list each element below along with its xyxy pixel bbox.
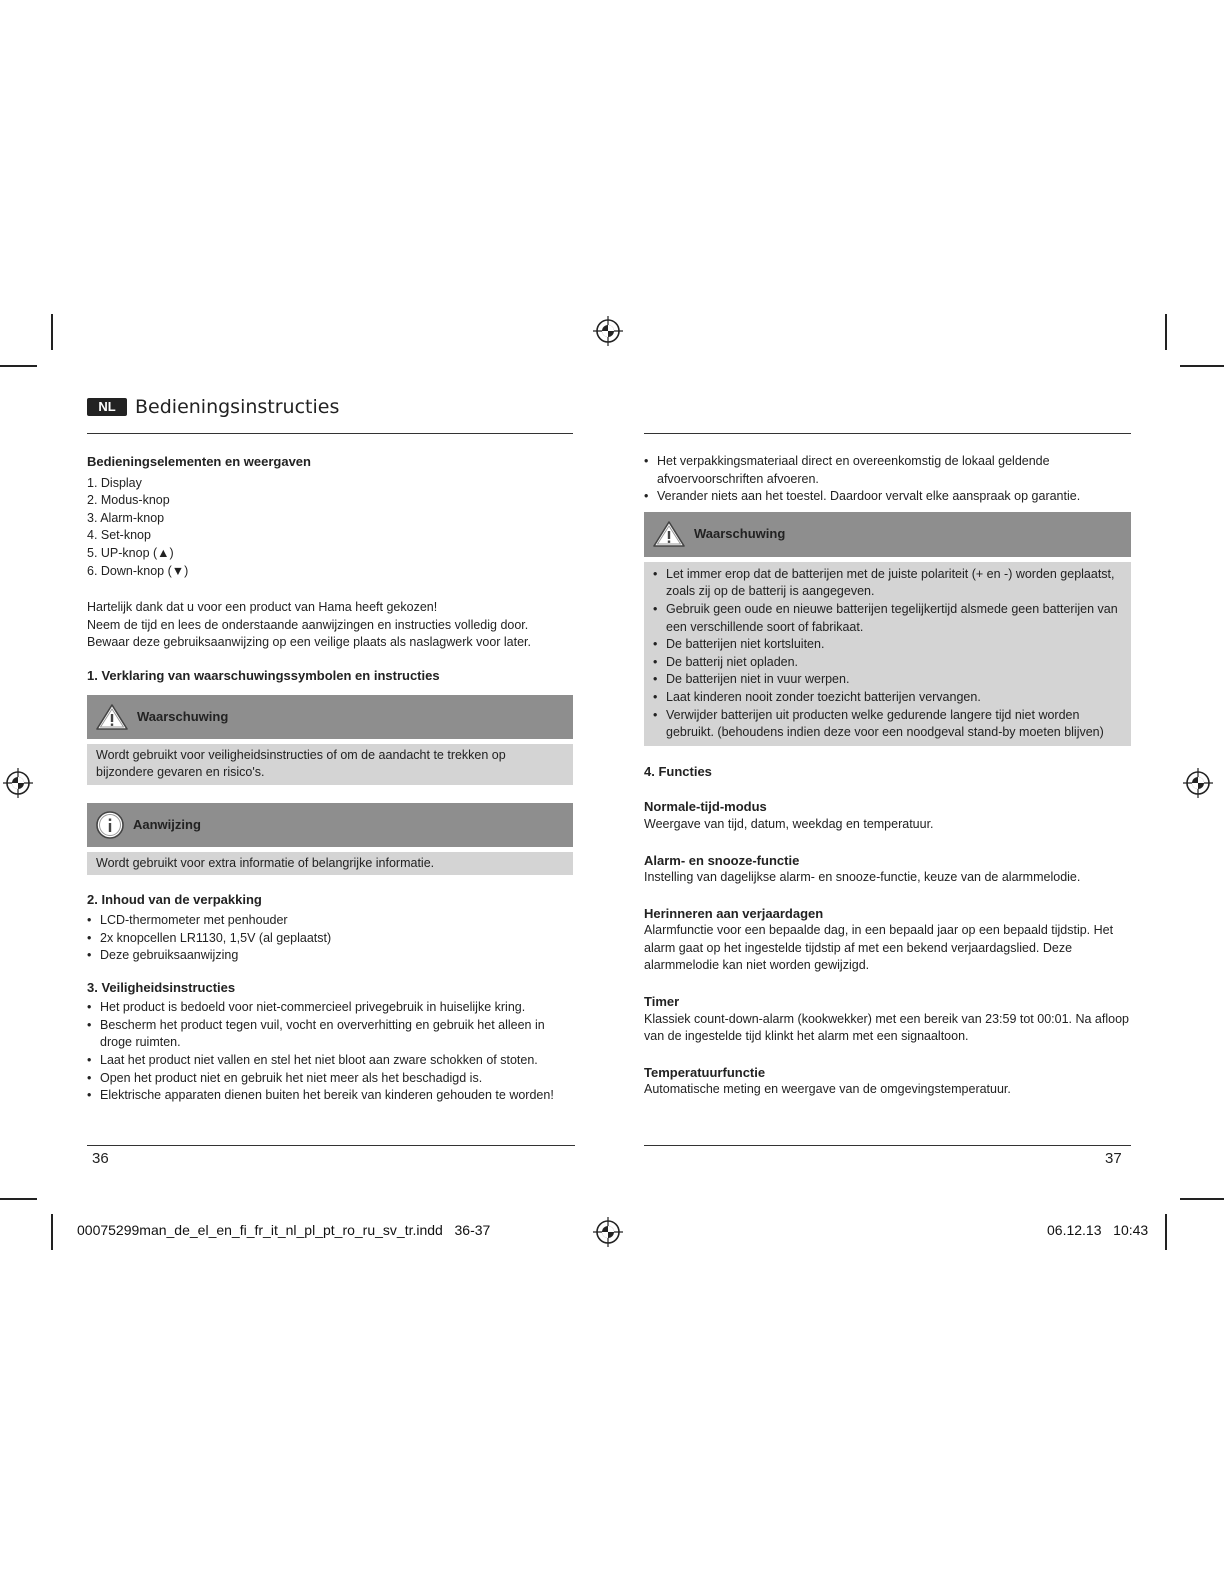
list-item: • Deze gebruiksaanwijzing <box>87 947 573 965</box>
print-file-name: 00075299man_de_el_en_fi_fr_it_nl_pl_pt_ro_ru_sv_tr.indd 36-37 <box>77 1222 491 1238</box>
function-title: Alarm- en snooze-functie <box>644 852 800 868</box>
package-list <box>87 912 573 965</box>
registration-mark-icon <box>593 1217 623 1247</box>
function-title: Timer <box>644 994 680 1010</box>
info-icon <box>95 810 125 840</box>
footer-rule <box>644 1145 1131 1146</box>
intro-thanks: Hartelijk dank dat u voor een product van Hama heeft gekozen! <box>87 600 438 615</box>
list-item: 4. Set-knop <box>87 528 151 543</box>
function-text: Automatische meting en weergave van de omgevingstemperatuur. <box>644 1082 1011 1097</box>
list-item: • De batterij niet opladen. <box>653 654 1122 672</box>
controls-list <box>87 475 573 581</box>
list-item: • De batterijen niet kortsluiten. <box>653 636 1122 654</box>
footer-rule <box>87 1145 575 1146</box>
note-box-body <box>87 852 573 876</box>
list-item: 6. Down-knop (▼) <box>87 563 189 578</box>
list-item: 3. Alarm-knop <box>87 510 165 525</box>
list-item: 2. Modus-knop <box>87 493 170 508</box>
language-badge: NL <box>87 398 127 416</box>
section-2-heading: 2. Inhoud van de verpakking <box>87 892 262 908</box>
battery-warning-list <box>653 566 1122 742</box>
right-column <box>644 450 1131 1099</box>
list-item: • Laat het product niet vallen en stel het niet bloot aan zware schokken of stoten. <box>87 1052 573 1070</box>
crop-mark <box>0 1198 37 1200</box>
list-item: • Het verpakkingsmateriaal direct en overeenkomstig de lokaal geldende afvoervoorschriften afvoeren. <box>644 453 1131 488</box>
safety-list-continued <box>644 453 1131 506</box>
safety-list <box>87 999 573 1105</box>
function-item <box>644 852 1131 887</box>
section-4-heading: 4. Functies <box>644 763 712 779</box>
list-item: 5. UP-knop (▲) <box>87 545 174 560</box>
list-item: • Open het product niet en gebruik het niet meer als het beschadigd is. <box>87 1070 573 1088</box>
function-title: Normale-tijd-modus <box>644 799 767 815</box>
header-rule <box>87 433 573 434</box>
crop-mark <box>1180 365 1224 367</box>
note-box <box>87 803 573 876</box>
section-1-heading: 1. Verklaring van waarschuwingssymbolen en instructies <box>87 667 440 683</box>
page-title: Bedieningsinstructies <box>135 396 340 418</box>
crop-mark <box>1165 1214 1167 1250</box>
warning-box <box>87 695 573 785</box>
battery-warning-box <box>644 512 1131 746</box>
function-title: Temperatuurfunctie <box>644 1064 766 1080</box>
list-item: • Laat kinderen nooit zonder toezicht batterijen vervangen. <box>653 689 1122 707</box>
list-item: • Verwijder batterijen uit producten welke gedurende langere tijd niet worden gebruikt. (behoudens indien deze voor een noodgeval stand-by moeten blijven) <box>653 707 1122 742</box>
controls-heading: Bedieningselementen en weergaven <box>87 454 311 469</box>
function-text: Instelling van dagelijkse alarm- en snooze-functie, keuze van de alarmmelodie. <box>644 870 1081 885</box>
list-item: • Verander niets aan het toestel. Daardoor vervalt elke aanspraak op garantie. <box>644 488 1131 506</box>
registration-mark-icon <box>593 316 623 346</box>
function-item <box>644 905 1131 975</box>
section-3-heading: 3. Veiligheidsinstructies <box>87 979 236 995</box>
crop-mark <box>51 1214 53 1250</box>
list-item: • De batterijen niet in vuur werpen. <box>653 671 1122 689</box>
list-item: • LCD-thermometer met penhouder <box>87 912 573 930</box>
list-item: • Bescherm het product tegen vuil, vocht en oververhitting en gebruik het alleen in droge ruimten. <box>87 1017 573 1052</box>
page-number-left: 36 <box>92 1150 109 1167</box>
warning-box-body <box>644 562 1131 746</box>
function-text: Alarmfunctie voor een bepaalde dag, in een bepaald jaar op een bepaald tijdstip. Het alarm gaat op het ingestelde tijdstip af met een bekend verjaardagslied. Deze alarmmelodie kan niet worden gewijzigd. <box>644 923 1114 973</box>
list-item: • Het product is bedoeld voor niet-commercieel privegebruik in huiselijke kring. <box>87 999 573 1017</box>
registration-mark-icon <box>1183 768 1213 798</box>
crop-mark <box>0 365 37 367</box>
function-item <box>644 993 1131 1046</box>
note-label: Aanwijzing <box>133 816 201 832</box>
crop-mark <box>1165 314 1167 350</box>
list-item: 1. Display <box>87 475 142 490</box>
warning-box-header <box>87 695 573 739</box>
function-text: Klassiek count-down-alarm (kookwekker) met een bereik van 23:59 tot 00:01. Na afloop van de ingestelde tijd klinkt het alarm met een signaaltoon. <box>644 1011 1129 1044</box>
intro-instruction: Neem de tijd en lees de onderstaande aanwijzingen en instructies volledig door. Bewaar deze gebruiksaanwijzing op een veilige plaats als naslagwerk voor later. <box>87 617 532 650</box>
warning-text: Wordt gebruikt voor veiligheidsinstructies of om de aandacht te trekken op bijzondere gevaren en risico's. <box>96 747 506 780</box>
crop-mark <box>51 314 53 350</box>
print-date-time: 06.12.13 10:43 <box>1047 1222 1149 1238</box>
crop-mark <box>1180 1198 1224 1200</box>
warning-box-body <box>87 744 573 785</box>
note-box-header <box>87 803 573 847</box>
function-item <box>644 1064 1131 1099</box>
left-column <box>87 450 573 1105</box>
list-item: • Let immer erop dat de batterijen met de juiste polariteit (+ en -) worden geplaatst, zoals zij op de batterij is aangegeven. <box>653 566 1122 601</box>
warning-box-header <box>644 512 1131 557</box>
registration-mark-icon <box>3 768 33 798</box>
warning-triangle-icon <box>652 520 686 548</box>
warning-triangle-icon <box>95 703 129 731</box>
list-item: • 2x knopcellen LR1130, 1,5V (al geplaatst) <box>87 930 573 948</box>
list-item: • Elektrische apparaten dienen buiten het bereik van kinderen gehouden te worden! <box>87 1087 573 1105</box>
header-rule <box>644 433 1131 434</box>
function-title: Herinneren aan verjaardagen <box>644 905 824 921</box>
page-number-right: 37 <box>1105 1150 1122 1167</box>
warning-label: Waarschuwing <box>694 526 786 542</box>
function-item <box>644 798 1131 833</box>
warning-label: Waarschuwing <box>137 708 229 724</box>
function-text: Weergave van tijd, datum, weekdag en temperatuur. <box>644 816 934 831</box>
list-item: • Gebruik geen oude en nieuwe batterijen tegelijkertijd alsmede geen batterijen van een verschillende soort of fabrikaat. <box>653 601 1122 636</box>
note-text: Wordt gebruikt voor extra informatie of belangrijke informatie. <box>96 855 435 870</box>
